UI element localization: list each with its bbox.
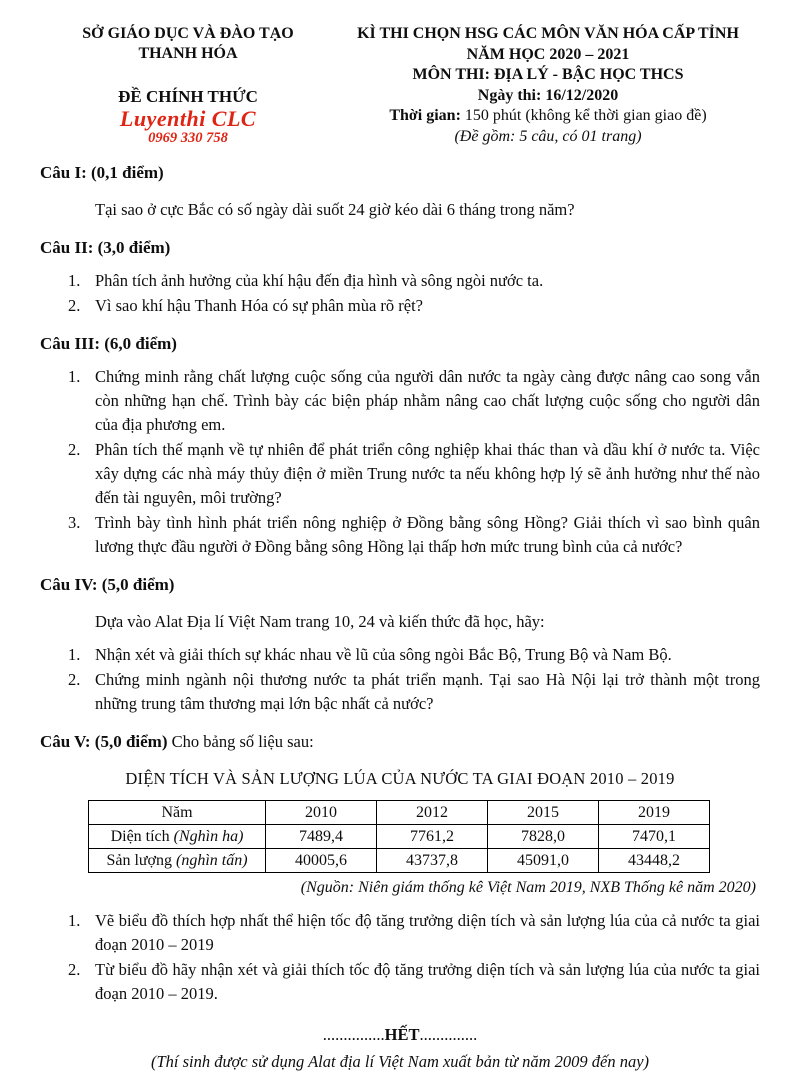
subject-line: MÔN THI: ĐỊA LÝ - BẬC HỌC THCS — [412, 66, 684, 83]
section-2-list — [40, 269, 760, 318]
table-header-cell: 2015 — [488, 801, 599, 825]
section-5-heading — [40, 730, 760, 754]
question-item — [68, 438, 760, 510]
section-5-list — [40, 909, 760, 1006]
item-number: 2. — [68, 960, 81, 979]
section-3-list — [40, 365, 760, 559]
table-row-area — [89, 825, 710, 849]
item-text: Phân tích ảnh hưởng của khí hậu đến địa hình và sông ngòi nước ta. — [95, 271, 544, 290]
duration-value: 150 phút (không kể thời gian giao đề) — [460, 107, 707, 124]
data-table — [88, 800, 710, 873]
item-number: 3. — [68, 513, 81, 532]
item-text: Vẽ biểu đồ thích hợp nhất thể hiện tốc độ tăng trưởng diện tích và sản lượng lúa của cả nước ta giai đoạn 2010 – 2019 — [95, 911, 760, 954]
end-label: HẾT — [384, 1025, 420, 1044]
candidate-note: (Thí sinh được sử dụng Alat địa lí Việt Nam xuất bản từ năm 2009 đến nay) — [150, 1052, 650, 1071]
item-number: 1. — [68, 367, 81, 386]
section-1-question: Tại sao ở cực Bắc có số ngày dài suốt 24 giờ kéo dài 6 tháng trong năm? — [95, 200, 575, 219]
end-dots-right: .............. — [419, 1025, 478, 1044]
data-table-title: DIỆN TÍCH VÀ SẢN LƯỢNG LÚA CỦA NƯỚC TA GIAI ĐOẠN 2010 – 2019 — [125, 769, 675, 788]
coaching-center-logo: Luyenthi CLC — [119, 106, 257, 131]
department-name: SỞ GIÁO DỤC VÀ ĐÀO TẠO — [82, 25, 294, 42]
question-item — [68, 643, 760, 667]
section-3-heading: Câu III: (6,0 điểm) — [40, 334, 177, 353]
question-item — [68, 668, 760, 716]
header-left — [40, 24, 336, 147]
row-label-cell — [89, 849, 266, 873]
item-number: 1. — [68, 645, 81, 664]
question-item — [68, 269, 760, 293]
row-unit: (Nghìn ha) — [173, 827, 244, 845]
page-count-note: (Đề gồm: 5 câu, có 01 trang) — [454, 127, 642, 145]
duration-line — [336, 106, 760, 127]
section-2-heading: Câu II: (3,0 điểm) — [40, 238, 171, 257]
table-cell: 7761,2 — [377, 825, 488, 849]
item-text: Từ biểu đồ hãy nhận xét và giải thích tốc độ tăng trưởng diện tích và sản lượng lúa của nước ta giai đoạn 2010 – 2019. — [95, 960, 760, 1003]
question-item — [68, 511, 760, 559]
item-text: Phân tích thế mạnh về tự nhiên để phát triển công nghiệp khai thác than và dầu khí ở nước ta. Việc xây dựng các nhà máy thủy điện ở miền Trung nước ta nếu không hợp lý sẽ ảnh hưởng như thế nào đến tài nguyên, môi trường? — [95, 440, 760, 507]
table-cell: 7489,4 — [266, 825, 377, 849]
duration-label: Thời gian: — [389, 107, 461, 124]
table-cell: 7470,1 — [599, 825, 710, 849]
table-cell: 40005,6 — [266, 849, 377, 873]
table-cell: 45091,0 — [488, 849, 599, 873]
exam-title: KÌ THI CHỌN HSG CÁC MÔN VĂN HÓA CẤP TỈNH — [357, 25, 739, 42]
item-number: 2. — [68, 440, 81, 459]
table-row-production — [89, 849, 710, 873]
phone-number: 0969 330 758 — [148, 130, 228, 146]
question-item — [68, 909, 760, 957]
exam-header — [40, 24, 760, 147]
question-item — [68, 958, 760, 1006]
row-label: Diện tích — [110, 827, 174, 845]
end-marker — [40, 1023, 760, 1047]
row-label: Sản lượng — [106, 851, 177, 869]
item-text: Vì sao khí hậu Thanh Hóa có sự phân mùa rõ rệt? — [95, 296, 424, 315]
end-dots-left: ............... — [322, 1025, 385, 1044]
item-text: Chứng minh rằng chất lượng cuộc sống của người dân nước ta ngày càng được nâng cao song vẫn còn những hạn chế. Trình bày các biện pháp nhằm nâng cao chất lượng cuộc sống cho người dân của địa phương em. — [95, 367, 760, 434]
item-number: 1. — [68, 271, 81, 290]
table-header-cell: 2019 — [599, 801, 710, 825]
official-exam-label: ĐỀ CHÍNH THỨC — [118, 87, 258, 106]
item-number: 2. — [68, 296, 81, 315]
table-cell: 43737,8 — [377, 849, 488, 873]
table-cell: 7828,0 — [488, 825, 599, 849]
section-4-intro: Dựa vào Alat Địa lí Việt Nam trang 10, 24 và kiến thức đã học, hãy: — [95, 612, 545, 631]
table-cell: 43448,2 — [599, 849, 710, 873]
item-text: Trình bày tình hình phát triển nông nghiệp ở Đồng bằng sông Hồng? Giải thích vì sao bình quân lương thực đầu người ở Đồng bằng sông Hồng lại thấp hơn mức trung bình của cả nước? — [95, 513, 760, 556]
table-header-cell: 2010 — [266, 801, 377, 825]
item-text: Nhận xét và giải thích sự khác nhau về lũ của sông ngòi Bắc Bộ, Trung Bộ và Nam Bộ. — [95, 645, 672, 664]
exam-date: Ngày thi: 16/12/2020 — [477, 86, 619, 104]
province-name: THANH HÓA — [138, 45, 238, 62]
item-number: 1. — [68, 911, 81, 930]
question-item — [68, 294, 760, 318]
row-label-cell — [89, 825, 266, 849]
item-text: Chứng minh ngành nội thương nước ta phát triển mạnh. Tại sao Hà Nội lại trở thành một trong những trung tâm thương mại lớn bậc nhất cả nước? — [95, 670, 760, 713]
table-header-cell: 2012 — [377, 801, 488, 825]
item-number: 2. — [68, 670, 81, 689]
section-4-list — [40, 643, 760, 716]
section-1-heading: Câu I: (0,1 điểm) — [40, 163, 164, 182]
school-year: NĂM HỌC 2020 – 2021 — [466, 45, 630, 63]
source-note: (Nguồn: Niên giám thống kê Việt Nam 2019, NXB Thống kê năm 2020) — [300, 879, 756, 896]
section-5-heading-bold: Câu V: (5,0 điểm) — [40, 732, 168, 751]
question-item — [68, 365, 760, 437]
section-5-lead: Cho bảng số liệu sau: — [167, 732, 314, 751]
row-unit: (nghìn tấn) — [176, 851, 248, 869]
section-4-heading: Câu IV: (5,0 điểm) — [40, 575, 175, 594]
table-header-row — [89, 801, 710, 825]
table-header-cell: Năm — [89, 801, 266, 825]
header-right — [336, 24, 760, 147]
